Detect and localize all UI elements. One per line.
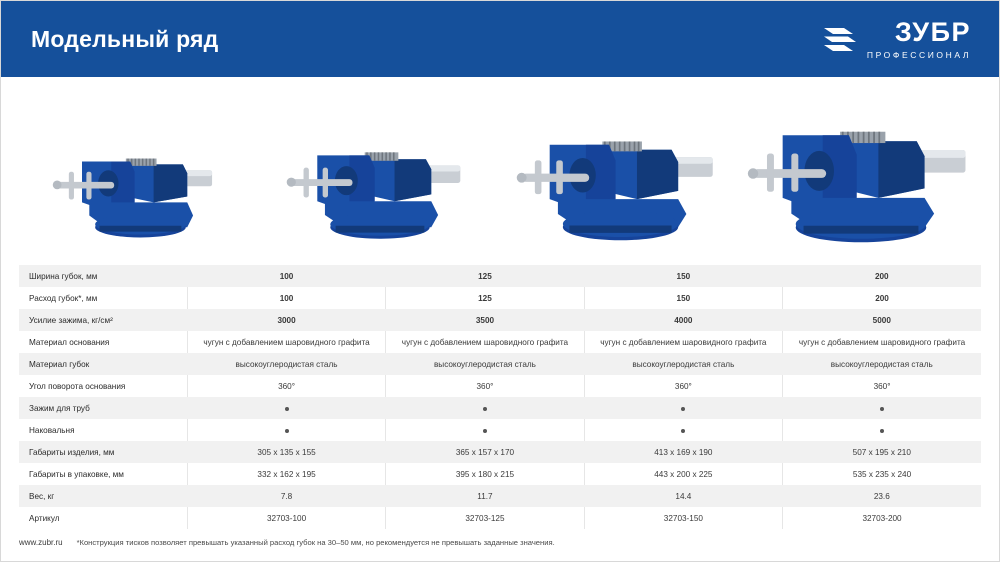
row-value: 535 x 235 x 240 — [783, 463, 981, 485]
table-row — [19, 485, 981, 507]
page-header — [1, 1, 999, 77]
table-row — [19, 309, 981, 331]
row-value: чугун с добавлением шаровидного графита — [584, 331, 782, 353]
row-value: 4000 — [584, 309, 782, 331]
row-value: 11.7 — [386, 485, 584, 507]
row-label: Ширина губок, мм — [19, 265, 187, 287]
brand-subtitle: ПРОФЕССИОНАЛ — [866, 49, 971, 60]
table-row — [19, 331, 981, 353]
row-value: 360° — [187, 375, 385, 397]
row-value — [187, 397, 385, 419]
row-value: 395 x 180 x 215 — [386, 463, 584, 485]
row-value — [783, 419, 981, 441]
bullet-icon — [483, 429, 487, 433]
product-image-0 — [19, 91, 260, 251]
footer-note: *Конструкция тисков позволяет превышать указанный расход губок на 30–50 мм, но рекомендуется не превышать заданные значения. — [76, 538, 555, 547]
bullet-icon — [285, 429, 289, 433]
brand-logo — [822, 16, 971, 60]
row-value: 3000 — [187, 309, 385, 331]
page-title: Модельный ряд — [31, 25, 219, 52]
row-value: высокоуглеродистая сталь — [187, 353, 385, 375]
row-value: 32703-100 — [187, 507, 385, 529]
table-row — [19, 353, 981, 375]
product-image-row — [1, 91, 999, 251]
row-value: чугун с добавлением шаровидного графита — [187, 331, 385, 353]
row-value: 14.4 — [584, 485, 782, 507]
row-value: 150 — [584, 287, 782, 309]
row-value: 360° — [386, 375, 584, 397]
row-value — [386, 397, 584, 419]
row-value — [187, 419, 385, 441]
row-value — [386, 419, 584, 441]
row-label: Артикул — [19, 507, 187, 529]
table-row — [19, 397, 981, 419]
row-value: 413 x 169 x 190 — [584, 441, 782, 463]
bullet-icon — [285, 407, 289, 411]
row-value: 200 — [783, 287, 981, 309]
page-footer — [1, 538, 999, 547]
spec-table-wrap — [1, 265, 999, 529]
row-value: 100 — [187, 287, 385, 309]
table-row — [19, 265, 981, 287]
table-row — [19, 287, 981, 309]
row-value: 32703-150 — [584, 507, 782, 529]
row-label: Материал основания — [19, 331, 187, 353]
row-label: Усилие зажима, кг/см² — [19, 309, 187, 331]
row-value: 332 x 162 x 195 — [187, 463, 385, 485]
row-label: Зажим для труб — [19, 397, 187, 419]
row-value: чугун с добавлением шаровидного графита — [783, 331, 981, 353]
row-value: 443 x 200 x 225 — [584, 463, 782, 485]
row-value: высокоуглеродистая сталь — [584, 353, 782, 375]
bullet-icon — [880, 407, 884, 411]
row-value: 365 x 157 x 170 — [386, 441, 584, 463]
row-value — [584, 419, 782, 441]
row-value: 23.6 — [783, 485, 981, 507]
row-value: высокоуглеродистая сталь — [386, 353, 584, 375]
table-row — [19, 375, 981, 397]
row-value: высокоуглеродистая сталь — [783, 353, 981, 375]
row-value: 125 — [386, 265, 584, 287]
row-value: 125 — [386, 287, 584, 309]
bullet-icon — [880, 429, 884, 433]
row-value: 507 x 195 x 210 — [783, 441, 981, 463]
row-value: 200 — [783, 265, 981, 287]
bullet-icon — [483, 407, 487, 411]
row-value: 305 x 135 x 155 — [187, 441, 385, 463]
row-label: Материал губок — [19, 353, 187, 375]
spec-table — [19, 265, 981, 529]
table-row — [19, 441, 981, 463]
row-value — [783, 397, 981, 419]
row-label: Габариты в упаковке, мм — [19, 463, 187, 485]
row-label: Габариты изделия, мм — [19, 441, 187, 463]
product-image-1 — [260, 91, 501, 251]
spec-table-body — [19, 265, 981, 529]
row-label: Вес, кг — [19, 485, 187, 507]
product-image-2 — [500, 91, 741, 251]
row-value: чугун с добавлением шаровидного графита — [386, 331, 584, 353]
table-row — [19, 507, 981, 529]
row-value: 360° — [783, 375, 981, 397]
row-label: Наковальня — [19, 419, 187, 441]
row-value: 32703-200 — [783, 507, 981, 529]
row-value — [584, 397, 782, 419]
bullet-icon — [681, 429, 685, 433]
brand-name: ЗУБР — [894, 16, 971, 47]
row-value: 100 — [187, 265, 385, 287]
row-value: 3500 — [386, 309, 584, 331]
row-value: 360° — [584, 375, 782, 397]
brand-text — [866, 16, 971, 60]
product-image-3 — [741, 91, 982, 251]
zubr-arrow-icon — [822, 23, 858, 55]
row-value: 150 — [584, 265, 782, 287]
row-value: 5000 — [783, 309, 981, 331]
row-label: Расход губок*, мм — [19, 287, 187, 309]
bullet-icon — [681, 407, 685, 411]
row-label: Угол поворота основания — [19, 375, 187, 397]
table-row — [19, 419, 981, 441]
table-row — [19, 463, 981, 485]
row-value: 7.8 — [187, 485, 385, 507]
footer-website[interactable]: www.zubr.ru — [19, 538, 63, 547]
row-value: 32703-125 — [386, 507, 584, 529]
